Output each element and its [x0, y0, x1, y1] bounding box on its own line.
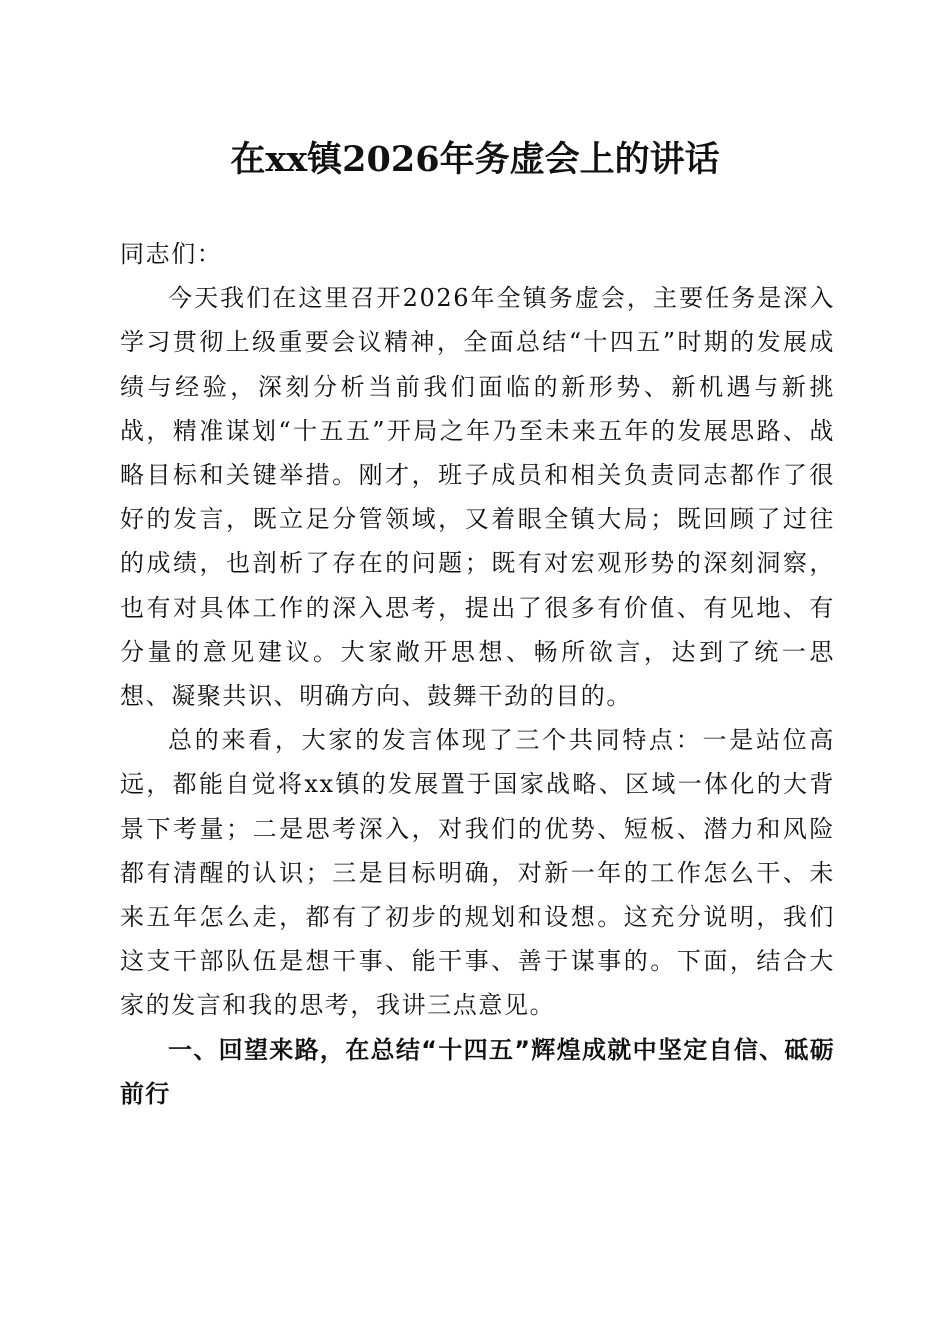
document-body — [120, 232, 835, 1116]
salutation: 同志们： — [120, 240, 223, 268]
document-title: 在xx镇2026年务虚会上的讲话 — [230, 139, 720, 180]
body-paragraph: 总的来看，大家的发言体现了三个共同特点：一是站位高远，都能自觉将xx镇的发展置于国家战略、区域一体化的大背景下考量；二是思考深入，对我们的优势、短板、潜力和风险都有清醒的认识；三是目标明确，对新一年的工作怎么干、未来五年怎么走，都有了初步的规划和设想。这充分说明，我们这支干部队伍是想干事、能干事、善于谋事的。下面，结合大家的发言和我的思考，我讲三点意见。 — [120, 726, 835, 1020]
section-heading: 一、回望来路，在总结“十四五”辉煌成就中坚定自信、砥砺前行 — [120, 1035, 835, 1108]
body-paragraph: 今天我们在这里召开2026年全镇务虚会，主要任务是深入学习贯彻上级重要会议精神，全面总结“十四五”时期的发展成绩与经验，深刻分析当前我们面临的新形势、新机遇与新挑战，精准谋划“十五五”开局之年乃至未来五年的发展思路、战略目标和关键举措。刚才，班子成员和相关负责同志都作了很好的发言，既立足分管领域，又着眼全镇大局；既回顾了过往的成绩，也剖析了存在的问题；既有对宏观形势的深刻洞察，也有对具体工作的深入思考，提出了很多有价值、有见地、有分量的意见建议。大家敞开思想、畅所欲言，达到了统一思想、凝聚共识、明确方向、鼓舞干劲的目的。 — [120, 284, 835, 711]
